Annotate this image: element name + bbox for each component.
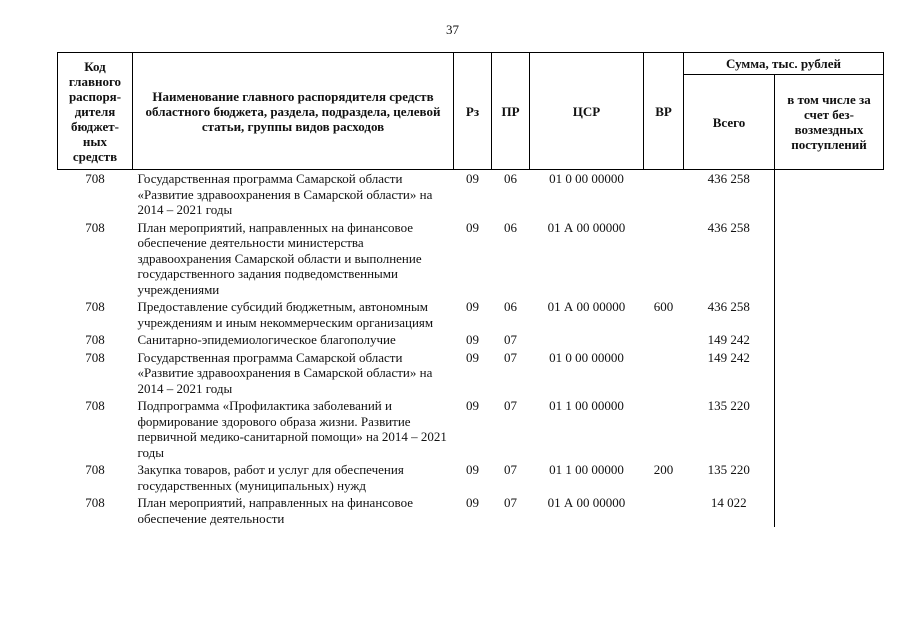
header-rz: Рз (454, 53, 492, 170)
cell-pr: 07 (504, 462, 517, 477)
cell-total: 436 258 (707, 171, 750, 186)
cell-code: 708 (85, 349, 105, 365)
cell-gratis (775, 331, 884, 349)
cell-code: 708 (85, 171, 105, 186)
cell-gratis (775, 349, 884, 398)
cell-csr: 01 А 00 00000 (547, 299, 626, 314)
cell-vr (644, 170, 684, 219)
table-row (58, 494, 884, 527)
cell-rz: 09 (466, 299, 479, 314)
table-row (58, 349, 884, 398)
table-row (58, 397, 884, 461)
cell-csr: 01 0 00 00000 (549, 349, 624, 365)
table-row (58, 331, 884, 349)
cell-total: 14 022 (710, 495, 747, 510)
header-total: Всего (684, 75, 775, 170)
cell-name: Подпрограмма «Профилактика заболеваний и формирование здорового образа жизни. Развитие первичной медико-санитарной помощи» на 2014 – 2021 годы (137, 398, 447, 460)
cell-total: 135 220 (707, 398, 750, 413)
cell-code: 708 (85, 299, 105, 314)
cell-gratis (775, 461, 884, 494)
header-sum: Сумма, тыс. рублей (684, 53, 884, 75)
header-name: Наименование главного распорядителя средств областного бюджета, раздела, подраздела, целевой статьи, группы видов расходов (133, 53, 454, 170)
cell-pr: 06 (504, 171, 517, 186)
table-row (58, 298, 884, 331)
cell-code: 708 (85, 219, 105, 235)
table-row (58, 461, 884, 494)
cell-rz: 09 (466, 398, 479, 413)
cell-total: 149 242 (707, 349, 750, 365)
cell-vr: 200 (653, 462, 674, 477)
cell-pr: 07 (504, 398, 517, 413)
budget-table (57, 52, 884, 527)
cell-pr: 06 (504, 299, 517, 314)
cell-code: 708 (85, 462, 105, 477)
table-body (58, 170, 884, 528)
header-code: Код главного распоря-дителя бюджет-ных средств (58, 53, 133, 170)
cell-vr (644, 494, 684, 527)
table-row (58, 219, 884, 299)
page-number: 37 (446, 22, 459, 37)
cell-vr (644, 331, 684, 349)
cell-name: Государственная программа Самарской области «Развитие здравоохранения в Самарской области» на 2014 – 2021 годы (137, 171, 433, 217)
cell-csr: 01 А 00 00000 (547, 495, 626, 510)
cell-vr (644, 349, 684, 398)
cell-rz: 09 (466, 462, 479, 477)
cell-pr: 06 (504, 219, 517, 235)
cell-name: Предоставление субсидий бюджетным, автономным учреждениям и иным некоммерческим организациям (137, 299, 434, 330)
table-row (58, 170, 884, 219)
cell-rz: 09 (466, 332, 479, 347)
cell-rz: 09 (466, 171, 479, 186)
cell-code: 708 (85, 495, 105, 510)
header-vr: ВР (644, 53, 684, 170)
cell-pr: 07 (504, 349, 517, 365)
header-pr: ПР (492, 53, 530, 170)
cell-gratis (775, 170, 884, 219)
cell-vr (644, 397, 684, 461)
cell-rz: 09 (466, 495, 479, 510)
cell-pr: 07 (504, 495, 517, 510)
cell-total: 436 258 (707, 219, 750, 235)
cell-name: План мероприятий, направленных на финансовое обеспечение деятельности министерства здравоохранения Самарской области и выполнение государственного задания подведомственными учреждениями (137, 219, 422, 297)
cell-name: Закупка товаров, работ и услуг для обеспечения государственных (муниципальных) нужд (137, 462, 404, 493)
cell-rz: 09 (466, 349, 479, 365)
cell-total: 135 220 (707, 462, 750, 477)
cell-total: 436 258 (707, 299, 750, 314)
cell-code: 708 (85, 332, 105, 347)
cell-gratis (775, 298, 884, 331)
cell-csr: 01 0 00 00000 (549, 171, 624, 186)
cell-gratis (775, 219, 884, 299)
cell-code: 708 (85, 398, 105, 413)
header-csr: ЦСР (530, 53, 644, 170)
cell-csr: 01 А 00 00000 (547, 219, 626, 235)
cell-vr: 600 (653, 299, 674, 314)
table-header (58, 53, 884, 170)
cell-csr: 01 1 00 00000 (549, 398, 624, 413)
cell-csr (530, 331, 644, 349)
cell-name: Санитарно-эпидемиологическое благополучие (137, 332, 396, 347)
cell-pr: 07 (504, 332, 517, 347)
cell-total: 149 242 (707, 332, 750, 347)
cell-csr: 01 1 00 00000 (549, 462, 624, 477)
cell-gratis (775, 397, 884, 461)
cell-name: Государственная программа Самарской области «Развитие здравоохранения в Самарской области» на 2014 – 2021 годы (137, 349, 433, 396)
cell-name: План мероприятий, направленных на финансовое обеспечение деятельности (137, 495, 414, 526)
cell-vr (644, 219, 684, 299)
cell-rz: 09 (466, 219, 479, 235)
cell-gratis (775, 494, 884, 527)
header-gratis: в том числе за счет без-возмездных поступлений (775, 75, 884, 170)
